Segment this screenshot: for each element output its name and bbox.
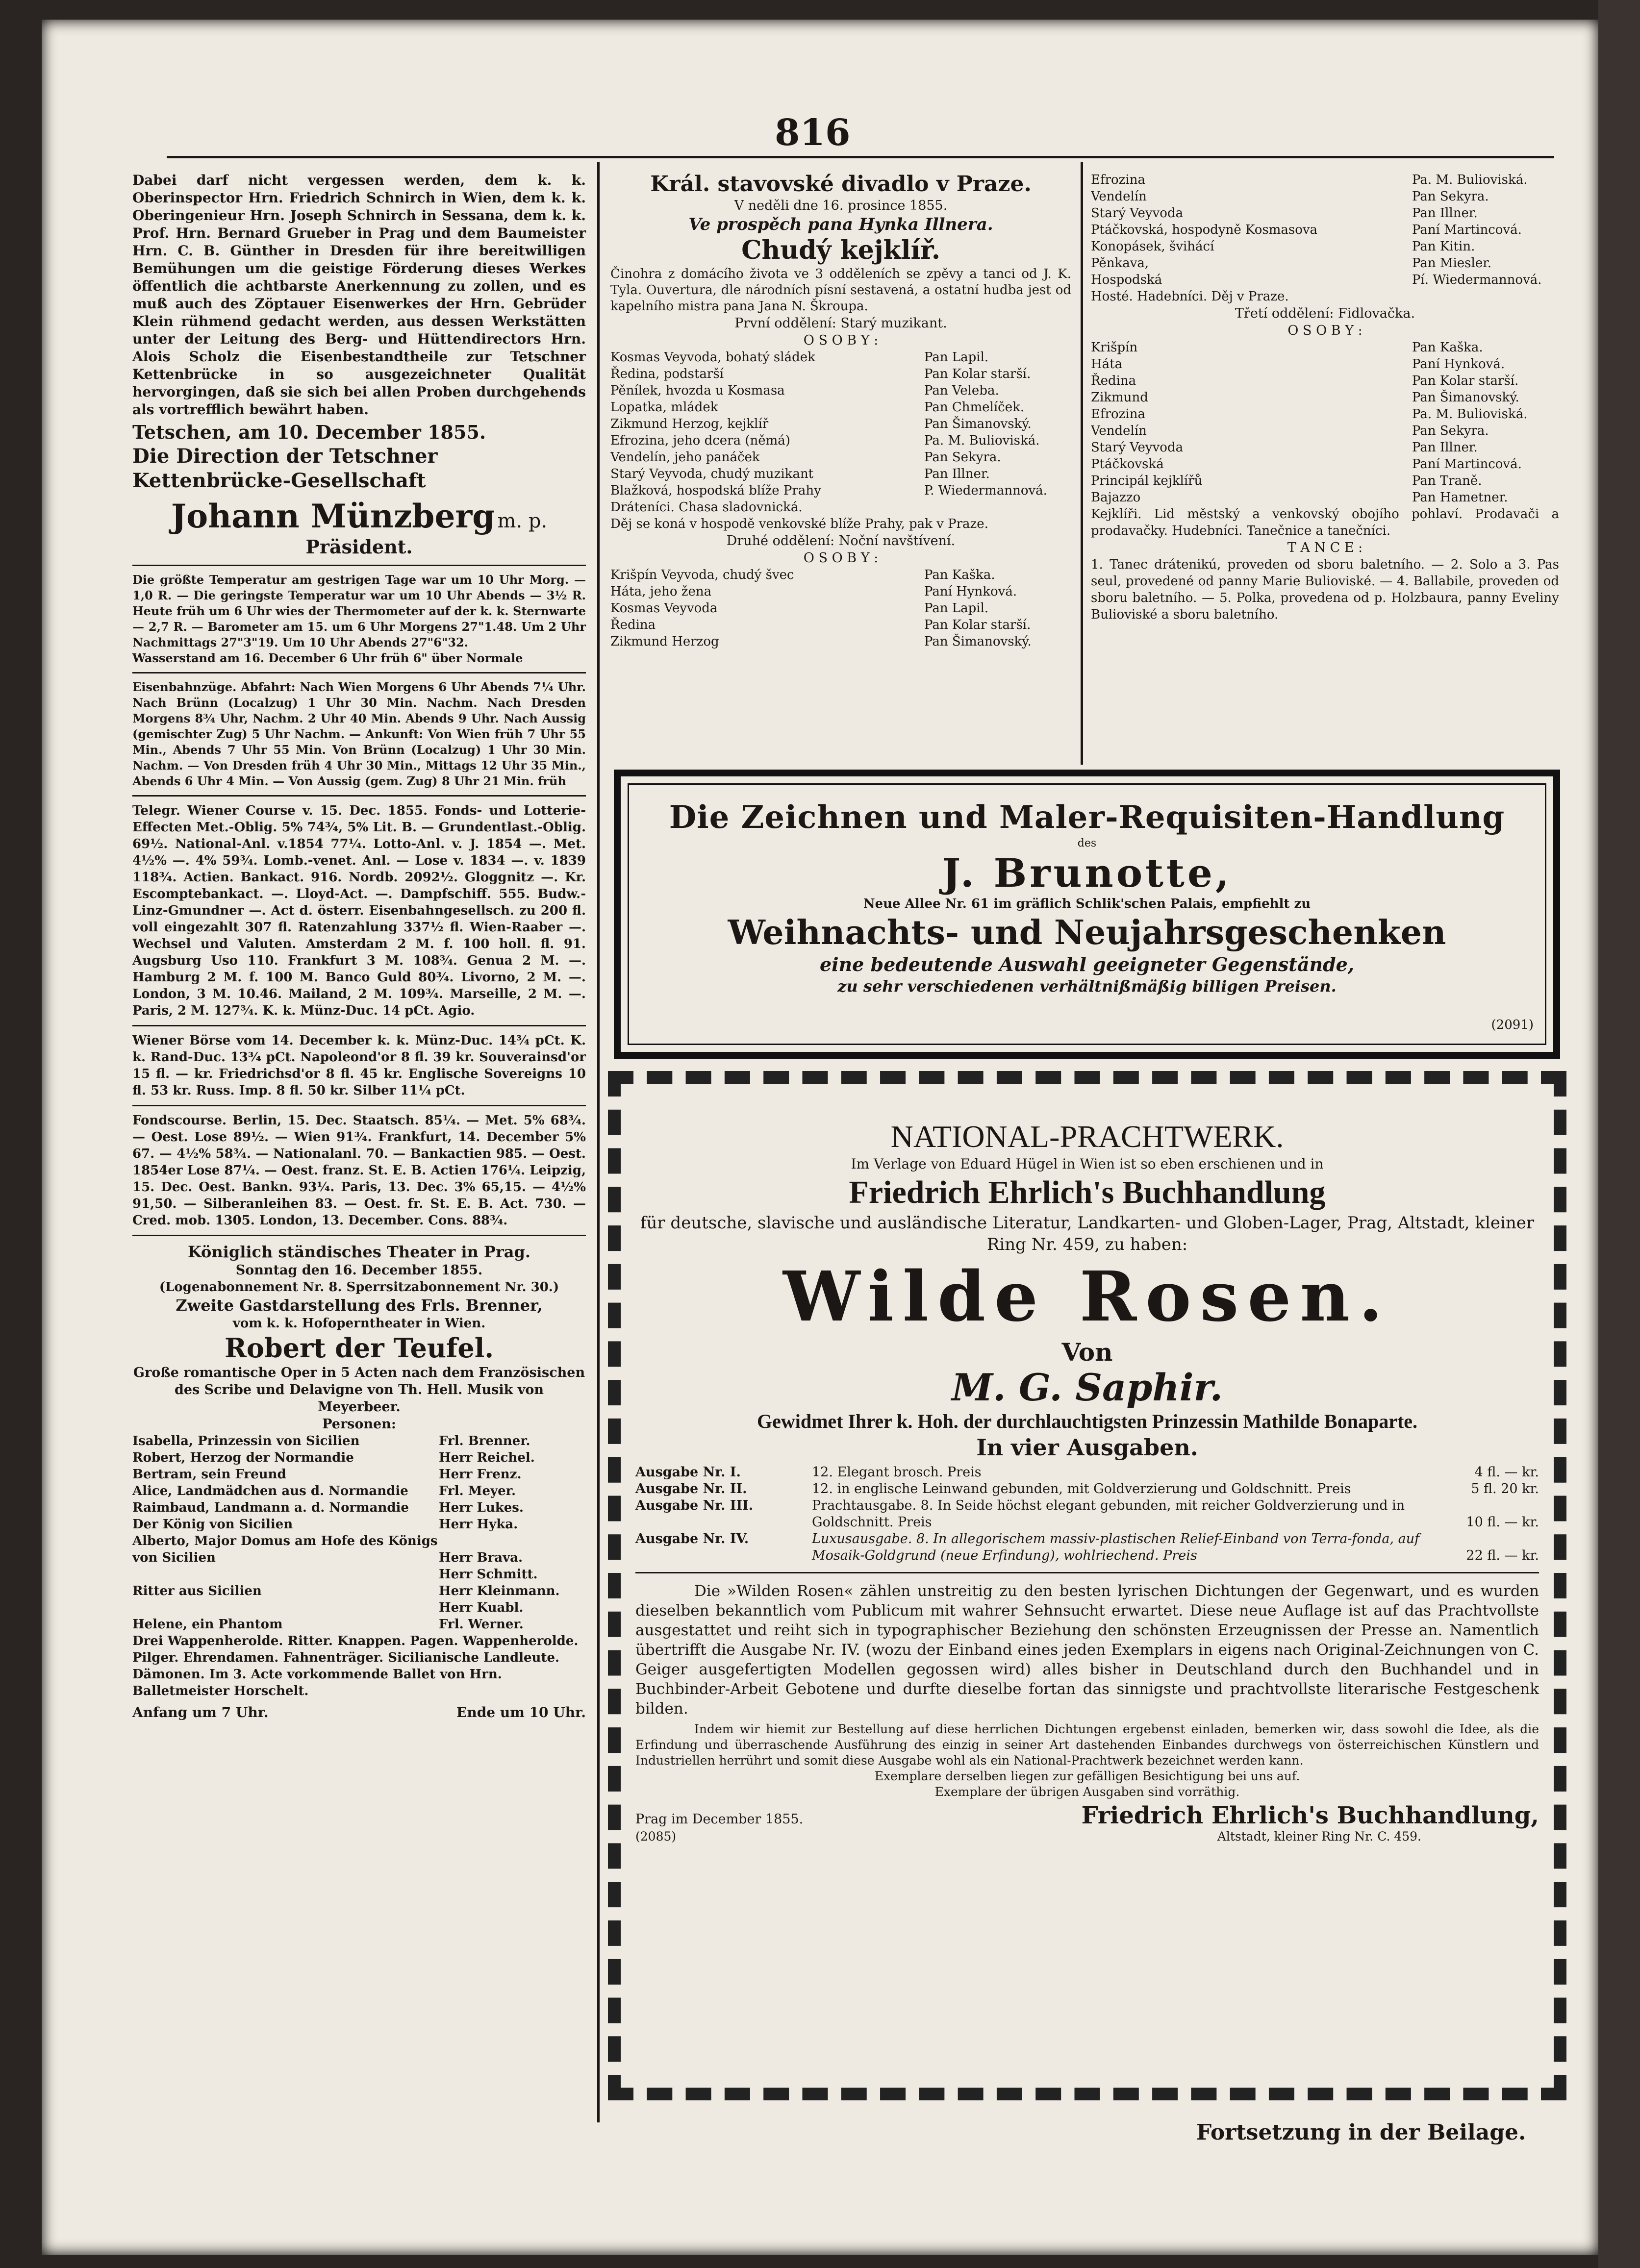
actor: Pan Šimanovský. xyxy=(1412,390,1519,405)
divider xyxy=(132,1025,586,1026)
cast-row xyxy=(610,567,1071,583)
cast-row xyxy=(610,600,1071,617)
cast-row xyxy=(1091,205,1559,222)
edition-desc: Prachtausgabe. 8. In Seide höchst elegant gebunden, mit reicher Goldverzierung und in Goldschnitt. Preis xyxy=(812,1498,1405,1530)
cast-row xyxy=(1091,389,1559,406)
actor: Pan Kitin. xyxy=(1412,239,1475,254)
actor: P. Wiedermannová. xyxy=(924,483,1047,498)
header-rule xyxy=(167,156,1554,158)
role: Ritter aus Sicilien xyxy=(132,1584,262,1598)
role: Zikmund Herzog xyxy=(610,634,719,649)
cast-row xyxy=(1091,456,1559,473)
actor: Pan Kolar starší. xyxy=(924,618,1031,632)
benefit-line: Ve prospěch pana Hynka Illnera. xyxy=(688,215,993,234)
role xyxy=(132,1599,439,1616)
prachtwerk-head: NATIONAL-PRACHTWERK. xyxy=(890,1119,1284,1154)
actor: Herr Kuabl. xyxy=(439,1600,524,1615)
publisher-line: Im Verlage von Eduard Hügel in Wien ist so eben erschienen und in xyxy=(851,1156,1324,1172)
vienna-stock-exchange xyxy=(132,1032,586,1099)
role: Ptáčkovská xyxy=(1091,457,1164,472)
actor: Pan Kolar starší. xyxy=(924,367,1031,381)
cast-row xyxy=(1091,406,1559,423)
edition-label: Ausgabe Nr. IV. xyxy=(635,1531,749,1546)
actor: Pan Lapil. xyxy=(924,350,989,365)
edition-label: Ausgabe Nr. III. xyxy=(635,1498,754,1513)
actor: Pí. Wiedermannová. xyxy=(1412,273,1542,287)
actor: Pan Sekyra. xyxy=(1412,424,1489,438)
cast-row xyxy=(610,416,1071,432)
role: Vendelín xyxy=(1091,424,1147,438)
cast-row xyxy=(132,1499,586,1516)
divider xyxy=(132,1105,586,1106)
actor: Herr Reichel. xyxy=(439,1450,535,1465)
actor: Paní Martincová. xyxy=(1412,457,1522,472)
signer-name: Johann Münzberg xyxy=(171,497,495,535)
role: Háta xyxy=(1091,357,1123,372)
actor: Pan Illner. xyxy=(1412,440,1478,455)
role: Zikmund xyxy=(1091,390,1148,405)
fonds-text: — Met. 5% 68¾. — Oest. Lose 89½. — Wien 91¾. Frankfurt, 14. December 5% 67. — 4½% 58¾. — Nationalanl. 70. — Bankactien 985. — Oest. 1854er Lose 87¼. — Oest. franz. St. E. B. Actien 176¼. Leipzig, 15. Dec. Oest. Bankn. 93¼. Paris, 13. Dec. 3% 65,15. — 4½% 91,50. — Silberanleihen 83. — Oest. fr. St. E. B. Act. 730. — Cred. mob. 1305. London, 13. December. Cons. 88¾. xyxy=(132,1113,586,1228)
role: Ptáčkovská, hospodyně Kosmasova xyxy=(1091,223,1318,237)
railway-title: Eisenbahnzüge. xyxy=(132,680,237,694)
edition-row xyxy=(635,1464,1539,1481)
cast-row xyxy=(132,1516,586,1533)
cast-part-one xyxy=(610,349,1071,499)
osoby-label: O S O B Y : xyxy=(803,333,879,348)
end-time: Ende um 10 Uhr. xyxy=(456,1704,586,1720)
signature-line xyxy=(132,497,586,535)
page-number: 816 xyxy=(775,112,851,154)
editions-list xyxy=(635,1464,1539,1564)
actor: Pan Kolar starší. xyxy=(1412,374,1519,388)
actor: Pan Šimanovský. xyxy=(924,417,1032,431)
cast-row xyxy=(610,449,1071,466)
cast-row xyxy=(132,1449,586,1466)
water-level: Wasserstand am 16. December 6 Uhr früh 6" über Normale xyxy=(132,651,523,665)
actor: Pan Kaška. xyxy=(1412,340,1483,355)
edition-label: Ausgabe Nr. I. xyxy=(635,1465,741,1480)
cast-row xyxy=(610,399,1071,416)
actor: Pan Sekyra. xyxy=(1412,189,1489,204)
times-row xyxy=(132,1704,586,1720)
actor: Pa. M. Bulioviská. xyxy=(924,433,1040,448)
boerse-text: k. k. Münz-Duc. 14¾ pCt. K. k. Rand-Duc. 13¾ pCt. Napoleond'or 8 fl. 39 kr. Souverainsd'or 15 fl. — kr. Friedrichsd'or 8 fl. 45 kr. Englische Sovereigns 10 fl. 53 kr. Russ. Imp. 8 fl. 50 kr. Silber 11¼ pCt. xyxy=(132,1033,586,1098)
boerse-title: Wiener Börse vom 14. December xyxy=(132,1033,372,1048)
cast-row xyxy=(610,633,1071,650)
cast-row xyxy=(1091,188,1559,205)
cast-row xyxy=(1091,473,1559,489)
role: Háta, jeho žena xyxy=(610,584,712,599)
role: Principál kejklířů xyxy=(1091,474,1203,488)
setting-note: Děj se koná v hospodě venkovské blíže Prahy, pak v Praze. xyxy=(610,517,988,531)
edition-price: 10 fl. — kr. xyxy=(1466,1515,1539,1530)
continued-note: Fortsetzung in der Beilage. xyxy=(1196,2120,1526,2145)
role: Alberto, Major Domus am Hofe des Königs von Sicilien xyxy=(132,1534,438,1565)
role: Konopásek, švihácí xyxy=(1091,239,1214,254)
cast-row xyxy=(132,1466,586,1483)
role: Starý Veyvoda xyxy=(1091,206,1184,221)
divider xyxy=(635,1572,1539,1573)
role: Hospodská xyxy=(1091,273,1162,287)
actor: Herr Lukes. xyxy=(439,1500,524,1515)
guest-performance: Zweite Gastdarstellung des Frls. Brenner, xyxy=(176,1296,543,1315)
actor: Pan Traně. xyxy=(1412,474,1482,488)
cast-row xyxy=(610,349,1071,366)
role: Kosmas Veyvoda, bohatý sládek xyxy=(610,350,815,365)
actor: Frl. Brenner. xyxy=(439,1434,530,1448)
actor: Paní Martincová. xyxy=(1412,223,1522,237)
actor: Pan Šimanovský. xyxy=(924,634,1032,649)
ad-signature-row xyxy=(635,1802,1539,1829)
cast-row xyxy=(132,1433,586,1449)
ad-sub-offer: eine bedeutende Auswahl geeigneter Gegenstände, xyxy=(819,953,1355,975)
editions-head: In vier Ausgaben. xyxy=(976,1434,1198,1461)
role: Starý Veyvoda, chudý muzikant xyxy=(610,467,814,481)
signer-title: Präsident. xyxy=(305,536,413,558)
divider xyxy=(132,565,586,566)
signature-shop: Friedrich Ehrlich's Buchhandlung, xyxy=(1081,1802,1539,1829)
role: Pěnkava, xyxy=(1091,256,1149,271)
prachtwerk-content xyxy=(635,1118,1539,1844)
column-1 xyxy=(132,172,586,1720)
role: Ředina xyxy=(610,618,656,632)
cast-row xyxy=(1091,255,1559,272)
edition-price: 5 fl. 20 kr. xyxy=(1471,1481,1539,1496)
bookshop-name: Friedrich Ehrlich's Buchhandlung xyxy=(849,1174,1326,1210)
actor: Herr Hyka. xyxy=(439,1517,518,1532)
role: Robert, Herzog der Normandie xyxy=(132,1450,354,1465)
edition-price: 22 fl. — kr. xyxy=(1466,1548,1539,1563)
cast-row xyxy=(132,1566,586,1583)
cast-row xyxy=(1091,222,1559,238)
column-3 xyxy=(1091,172,1559,623)
actor: Frl. Werner. xyxy=(439,1617,524,1632)
von-label: Von xyxy=(1061,1338,1113,1367)
cast-row xyxy=(132,1533,586,1566)
edition-desc: Luxusausgabe. 8. In allegorischem massiv-plastischen Relief-Einband von Terra-fonda, auf Mosaik-Goldgrund (neue Erfindung), wohlriechend. Preis xyxy=(812,1531,1420,1563)
ad-main-offer: Weihnachts- und Neujahrsgeschenken xyxy=(728,913,1446,952)
guest-origin: vom k. k. Hofoperntheater in Wien. xyxy=(232,1316,486,1331)
direction-name: Die Direction der Tetschner Kettenbrücke-Gesellschaft xyxy=(132,445,438,492)
edition-price: 4 fl. — kr. xyxy=(1474,1465,1539,1480)
actor: Pan Chmelíček. xyxy=(924,400,1025,415)
role: Isabella, Prinzessin von Sicilien xyxy=(132,1434,360,1448)
divider xyxy=(132,795,586,797)
ad-reference: (2091) xyxy=(1491,1018,1534,1032)
vienna-course xyxy=(132,802,586,1019)
cast-extras: Drei Wappenherolde. Ritter. Knappen. Pagen. Wappenherolde. Pilger. Ehrendamen. Fahnenträger. Sicilianische Landleute. Dämonen. Im 3. Acte vorkommende Ballet von Hrn. Balletmeister Horschelt. xyxy=(132,1634,579,1698)
actor: Herr Brava. xyxy=(439,1550,523,1565)
actor: Pa. M. Bulioviská. xyxy=(1412,173,1528,187)
ad-paragraph-1: Die »Wilden Rosen« zählen unstreitig zu den besten lyrischen Dichtungen der Gegenwart, und es wurden dieselben bekanntlich vom Publicum mit wahrer Sehnsucht erwartet. Diese neue Auflage ist auf das Prachtvollste ausgestattet und reiht sich in typographischer Beziehung den schönsten Erzeugnissen der Presse an. Namentlich übertrifft die Ausgabe Nr. IV. (wozu der Einband eines jeden Exemplars in eigens nach Original-Zeichnungen von C. Geiger ausgefertigten Modellen gegossen wird) alles bisher in Deutschland durch den Buchhandel und in Buchbinder-Arbeit Gebotene und durfte dieselbe fortan das sinnigste und prachtvollste literarische Festgeschenk bilden. xyxy=(635,1582,1539,1718)
role: Vendelín, jeho panáček xyxy=(610,450,760,465)
role: Lopatka, mládek xyxy=(610,400,718,415)
opera-title: Robert der Teufel. xyxy=(224,1332,494,1364)
railway-schedule xyxy=(132,679,586,789)
role: Der König von Sicilien xyxy=(132,1517,293,1532)
role: Starý Veyvoda xyxy=(1091,440,1184,455)
divider xyxy=(132,1235,586,1236)
role: Krišpín Veyvoda, chudý švec xyxy=(610,568,794,582)
fonds-course xyxy=(132,1112,586,1229)
personen-label: Personen: xyxy=(322,1417,396,1432)
cast-row xyxy=(1091,238,1559,255)
cast-part-two xyxy=(610,567,1071,650)
page-edge xyxy=(1598,0,1640,2268)
actor: Paní Hynková. xyxy=(1412,357,1505,372)
ad-paragraph-4: Exemplare der übrigen Ausgaben sind vorräthig. xyxy=(934,1785,1240,1799)
role xyxy=(132,1566,439,1583)
cast-row xyxy=(610,617,1071,633)
dances-text: 1. Tanec drátenikú, proveden od sboru baletního. — 2. Solo a 3. Pas seul, provedené od panny Marie Bulioviské. — 4. Ballabile, proveden od sboru baletního. — 5. Polka, provedena od p. Holzbaura, panny Eveliny Bulioviské a sboru baletního. xyxy=(1091,557,1559,622)
actor: Frl. Meyer. xyxy=(439,1484,516,1498)
role: Pěnílek, hvozda u Kosmasa xyxy=(610,383,785,398)
role: Efrozina xyxy=(1091,407,1145,422)
brunotte-content xyxy=(640,798,1534,997)
actor: Pan Lapil. xyxy=(924,601,989,616)
ad-des: des xyxy=(1077,837,1097,849)
cast-row xyxy=(610,482,1071,499)
vienna-course-title: Telegr. Wiener Course v. 15. Dec. 1855. xyxy=(132,803,428,818)
railway-text: Abfahrt: Nach Wien Morgens 6 Uhr Abends 7¼ Uhr. Nach Brünn (Localzug) 1 Uhr 30 Min. Nachm. Nach Dresden Morgens 8¾ Uhr, Nachm. 2 Uhr 40 Min. Abends 9 Uhr. Nach Aussig (gemischter Zug) 5 Uhr Nachm. — Ankunft: Von Wien früh 7 Uhr 55 Min., Abends 7 Uhr 55 Min. Von Brünn (Localzug) 1 Uhr 30 Min. Nachm. — Von Dresden früh 4 Uhr 30 Min., Mittags 12 Uhr 35 Min., Abends 6 Uhr 4 Min. — Von Aussig (gem. Zug) 8 Uhr 21 Min. früh xyxy=(132,680,586,788)
part-two: Druhé oddělení: Noční navštívení. xyxy=(726,533,956,548)
column-rule-2 xyxy=(1081,162,1083,765)
opera-description: Große romantische Oper in 5 Acten nach dem Französischen des Scribe und Delavigne von Th. Hell. Musik von Meyerbeer. xyxy=(133,1365,585,1415)
cast-row xyxy=(610,432,1071,449)
ad-headline: Die Zeichnen und Maler-Requisiten-Handlung xyxy=(669,799,1505,836)
actor: Pan Veleba. xyxy=(924,383,999,398)
actor: Herr Schmitt. xyxy=(439,1567,538,1582)
fonds-title: Fondscourse. Berlin, 15. Dec. Staatsch. 85¼. xyxy=(132,1113,461,1128)
actor: Pan Hametner. xyxy=(1412,490,1508,505)
cast-row xyxy=(132,1483,586,1499)
signature-address: Altstadt, kleiner Ring Nr. C. 459. xyxy=(1217,1829,1421,1844)
cast-row xyxy=(610,366,1071,382)
cast-row xyxy=(132,1616,586,1633)
opera-cast xyxy=(132,1433,586,1633)
vienna-course-text: Fonds- und Lotterie-Effecten Met.-Oblig. 5% 74¾, 5% Lit. B. — Grundentlast.-Oblig. 69½. National-Anl. v.1854 77¼. Lotto-Anl. v. J. 1854 —. Met. 4½% —. 4% 59¾. Lomb.-venet. Anl. — Lose v. 1834 —. v. 1839 118¾. Actien. Bankact. 916. Nordb. 2092½. Gloggnitz —. Kr. Escomptebankact. —. Lloyd-Act. —. Dampfschiff. 555. Budw.-Linz-Gmundner —. Act d. österr. Eisenbahngesellsch. zu 200 fl. voll eingezahlt 307 fl. Ratenzahlung 337½ fl. Wien-Raaber —. Wechsel und Valuten. Amsterdam 2 M. f. 100 holl. fl. 91. Augsburg Uso 110. Frankfurt 3 M. 108¾. Genua 2 M. —. Hamburg 2 M. f. 100 M. Banco Guld 80¾. Livorno, 2 M. —. London, 3 M. 10.46. Mailand, 2 M. 109¾. Marseille, 2 M. —. Paris, 2 M. 127¾. K. k. Münz-Duc. 14 pCt. Agio. xyxy=(132,803,586,1018)
theatre-date: Sonntag den 16. December 1855. xyxy=(235,1263,483,1278)
edition-row xyxy=(635,1531,1539,1564)
ad-reference: (2085) xyxy=(635,1829,677,1844)
cast-part-three xyxy=(1091,339,1559,506)
role: Ředina xyxy=(1091,374,1136,388)
czech-theatre-date: V neděli dne 16. prosince 1855. xyxy=(734,198,948,213)
actor: Pan Miesler. xyxy=(1412,256,1492,271)
role: Blažková, hospodská blíže Prahy xyxy=(610,483,821,498)
book-author: M. G. Saphir. xyxy=(951,1366,1223,1409)
cast-row xyxy=(610,466,1071,482)
edition-row xyxy=(635,1481,1539,1497)
part-three: Třetí oddělení: Fidlovačka. xyxy=(1235,306,1415,321)
actor: Pan Illner. xyxy=(924,467,990,481)
role: Bajazzo xyxy=(1091,490,1141,505)
signature-date: Prag im December 1855. xyxy=(635,1812,804,1827)
czech-theatre-title: Král. stavovské divadlo v Praze. xyxy=(650,172,1032,197)
cast-row xyxy=(132,1599,586,1616)
cast-row xyxy=(1091,489,1559,506)
role: Alice, Landmädchen aus d. Normandie xyxy=(132,1484,408,1498)
role: Ředina, podstarší xyxy=(610,367,724,381)
part-one: První oddělení: Starý muzikant. xyxy=(734,316,947,331)
actor: Paní Hynková. xyxy=(924,584,1017,599)
actor: Pan Sekyra. xyxy=(924,450,1001,465)
role: Efrozina, jeho dcera (němá) xyxy=(610,433,790,448)
cast-row xyxy=(1091,439,1559,456)
column-rule-1 xyxy=(597,162,600,2122)
role: Bertram, sein Freund xyxy=(132,1467,286,1482)
crowd-note: Kejklíři. Lid městský a venkovský obojího pohlaví. Prodavači a prodavačky. Hudebníci. Tanečnice a tanečníci. xyxy=(1091,507,1559,538)
brunotte-advertisement xyxy=(614,770,1560,1059)
role: Krišpín xyxy=(1091,340,1138,355)
place-date: Tetschen, am 10. December 1855. xyxy=(132,421,486,443)
role: Kosmas Veyvoda xyxy=(610,601,718,616)
ad-prices: zu sehr verschiedenen verhältnißmäßig billigen Preisen. xyxy=(837,977,1337,996)
role: Efrozina xyxy=(1091,173,1145,187)
tance-label: T A N C E : xyxy=(1287,540,1363,555)
osoby-label: O S O B Y : xyxy=(1287,323,1362,338)
role: Raimbaud, Landmann a. d. Normandie xyxy=(132,1500,409,1515)
cast-part-two-cont xyxy=(1091,172,1559,288)
cast-row xyxy=(1091,373,1559,389)
announcement-text: Dabei darf nicht vergessen werden, dem k. k. Oberinspector Hrn. Friedrich Schnirch in Wien, dem k. k. Oberingenieur Hrn. Joseph Schnirch in Sessana, dem k. k. Prof. Hrn. Bernard Grueber in Prag und dem Baumeister Hrn. C. B. Günther in Dresden für ihre bereitwilligen Bemühungen um die geistige Förderung dieses Werkes öffentlich die achtbarste Anerkennung zu zollen, und es muß auch des Zöptauer Eisenwerkes der Hrn. Gebrüder Klein rühmend gedacht werden, aus dessen Werkstätten unter der Leitung des Berg- und Hüttendirectors Hrn. Alois Scholz die Eisenbestandtheile zur Tetschner Kettenbrücke in so ausgezeichneter Qualität hervorgingen, daß sie sich bei allen Proben durchgehends als vortrefflich bewährt haben. xyxy=(132,172,586,418)
edition-desc: 12. Elegant brosch. Preis xyxy=(812,1465,982,1480)
dedication: Gewidmet Ihrer k. Hoh. der durchlauchtigsten Prinzessin Mathilde Bonaparte. xyxy=(757,1410,1418,1432)
cast-row xyxy=(1091,339,1559,356)
role: Vendelín xyxy=(1091,189,1147,204)
ad-paragraph-2: Indem wir hiemit zur Bestellung auf diese herrlichen Dichtungen ergebenst einladen, bemerken wir, dass sowohl die Idee, als die Erfindung und überraschende Ausführung des einzig in seiner Art dastehenden Einbandes durchwegs von österreichischen Künstlern und Industriellen herrührt und somit diese Ausgabe wohl als ein National-Prachtwerk bezeichnet werden kann. xyxy=(635,1722,1539,1768)
ad-merchant-name: J. Brunotte, xyxy=(942,850,1232,896)
ad-footer-row xyxy=(635,1829,1539,1844)
cast-row xyxy=(610,382,1071,399)
extras-note: Dráteníci. Chasa sladovnická. xyxy=(610,500,803,515)
role: Zikmund Herzog, kejklíř xyxy=(610,417,769,431)
play-title: Chudý kejklíř. xyxy=(741,235,940,265)
actor: Herr Kleinmann. xyxy=(439,1584,560,1598)
signer-suffix: m. p. xyxy=(497,510,548,532)
bookshop-desc: für deutsche, slavische und ausländische Literatur, Landkarten- und Globen-Lager, Prag, Altstadt, kleiner Ring Nr. 459, zu haben: xyxy=(640,1213,1535,1254)
edition-row xyxy=(635,1497,1539,1531)
theatre-abonnement: (Logenabonnement Nr. 8. Sperrsitzabonnement Nr. 30.) xyxy=(159,1280,559,1295)
book-title: Wilde Rosen. xyxy=(783,1257,1391,1337)
cast-row xyxy=(610,583,1071,600)
actor: Pan Kaška. xyxy=(924,568,995,582)
osoby-label: O S O B Y : xyxy=(803,550,879,566)
cast-row xyxy=(1091,272,1559,288)
ad-paragraph-3: Exemplare derselben liegen zur gefälligen Besichtigung bei uns auf. xyxy=(874,1769,1300,1783)
play-description: Činohra z domácího života ve 3 odděleních se zpěvy a tanci od J. K. Tyla. Ouvertura, dle národních písní sestavená, a ostatní hudba jest od kapelního mistra pana Jana N. Škroupa. xyxy=(610,267,1071,314)
cast-row xyxy=(1091,172,1559,188)
weather-report: Die größte Temperatur am gestrigen Tage war um 10 Uhr Morg. — 1,0 R. — Die geringste Temperatur war um 10 Uhr Abends — 3½ R. Heute früh um 6 Uhr wies der Thermometer auf der k. k. Sternwarte — 2,7 R. — Barometer am 15. um 6 Uhr Morgens 27"1.48. Um 2 Uhr Nachmittags 27"3"19. Um 10 Uhr Abends 27"6"32. xyxy=(132,573,586,649)
ad-address: Neue Allee Nr. 61 im gräflich Schlik'schen Palais, empfiehlt zu xyxy=(863,897,1311,911)
edition-desc: 12. in englische Leinwand gebunden, mit Goldverzierung und Goldschnitt. Preis xyxy=(812,1481,1351,1496)
actor: Pan Illner. xyxy=(1412,206,1478,221)
cast-row xyxy=(1091,356,1559,373)
divider xyxy=(132,672,586,673)
column-2 xyxy=(610,172,1071,650)
cast-row xyxy=(1091,423,1559,439)
guests-note: Hosté. Hadebníci. Děj v Praze. xyxy=(1091,289,1289,304)
actor: Herr Frenz. xyxy=(439,1467,522,1482)
role: Helene, ein Phantom xyxy=(132,1617,283,1632)
edition-label: Ausgabe Nr. II. xyxy=(635,1481,747,1496)
theatre-title: Königlich ständisches Theater in Prag. xyxy=(187,1243,531,1261)
start-time: Anfang um 7 Uhr. xyxy=(132,1704,269,1720)
cast-row xyxy=(132,1583,586,1599)
actor: Pa. M. Bulioviská. xyxy=(1412,407,1528,422)
prachtwerk-advertisement xyxy=(608,1071,1566,2100)
